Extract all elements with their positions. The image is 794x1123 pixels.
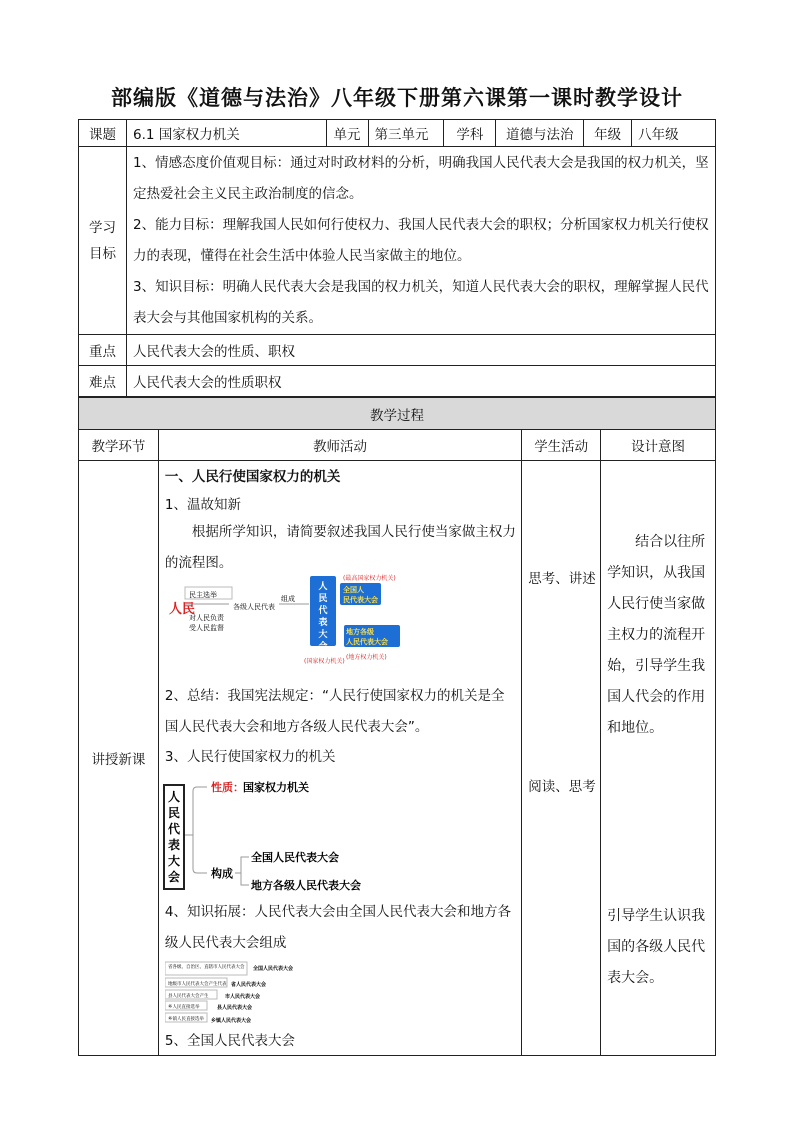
objectives-label: 学习目标 bbox=[79, 147, 127, 335]
diagram-state-tag: (国家权力机关) bbox=[303, 658, 345, 665]
diagram-local: 地方各级人民代表大会 bbox=[345, 628, 388, 646]
composition-branch bbox=[193, 835, 207, 873]
objective-item: 1、情感态度价值观目标：通过对时政材料的分析，明确我国人民代表大会是我国的权力机关，坚定热爱社会主义民主政治制度的信念。 bbox=[132, 154, 709, 202]
student-activity-2: 阅读、思考 bbox=[528, 779, 596, 795]
congress-vertical-text: 人民代表大会 bbox=[318, 582, 328, 652]
process-header: 教学过程 bbox=[79, 398, 716, 430]
objective-item: 2、能力目标：理解我国人民如何行使权力、我国人民代表大会的职权；分析国家权力机关行使权力的表现，懂得在社会生活中体验人民当家做主的地位。 bbox=[132, 216, 709, 264]
column-header: 教学环节 bbox=[79, 430, 159, 461]
student-activity bbox=[522, 461, 601, 1056]
section-title: 一、人民行使国家权力的机关 bbox=[164, 469, 341, 485]
topic-label: 课题 bbox=[79, 120, 127, 147]
nature-label: 性质： bbox=[210, 781, 244, 794]
student-activity-1: 思考、讲述 bbox=[528, 571, 596, 587]
level-right: 乡镇人民代表大会 bbox=[210, 1018, 251, 1024]
unit-label: 单元 bbox=[326, 120, 368, 147]
diagram-highest-tag: (最高国家权力机关) bbox=[342, 575, 396, 582]
composition-split bbox=[235, 857, 249, 885]
step-1-title: 1、温故知新 bbox=[164, 497, 241, 513]
diagram-supervised: 受人民监督 bbox=[188, 624, 224, 632]
column-header: 学生活动 bbox=[522, 430, 601, 461]
teaching-process-table bbox=[78, 397, 716, 1056]
power-flow-diagram bbox=[163, 573, 423, 681]
diagram-people: 人民 bbox=[168, 602, 195, 617]
nature-branch bbox=[185, 787, 207, 835]
nature-value: 国家权力机关 bbox=[242, 781, 309, 794]
lesson-info-table bbox=[78, 119, 716, 397]
design-intent-1: 结合以往所学知识，从我国人民行使当家做主权力的流程开始，引导学生我国人代会的作用和地位。 bbox=[607, 534, 706, 736]
key-point-text: 人民代表大会的性质、职权 bbox=[126, 335, 715, 366]
level-right: 县人民代表大会 bbox=[216, 1005, 252, 1011]
congress-levels-diagram bbox=[165, 961, 315, 1025]
congress-structure-diagram bbox=[163, 777, 383, 897]
difficulty-label: 难点 bbox=[79, 366, 127, 397]
column-header: 设计意图 bbox=[601, 430, 716, 461]
topic-value: 6.1 国家权力机关 bbox=[126, 120, 326, 147]
grade-value: 八年级 bbox=[632, 120, 716, 147]
root-vertical-text: 人民代表大会 bbox=[167, 790, 180, 884]
level-left: 地级市人民代表大会产生代表 bbox=[167, 982, 227, 987]
step-1-text: 根据所学知识，请简要叙述我国人民行使当家做主权力的流程图。 bbox=[164, 524, 516, 571]
step-5-title: 5、全国人民代表大会 bbox=[164, 1033, 295, 1049]
objectives-content bbox=[126, 147, 715, 335]
column-header: 教师活动 bbox=[158, 430, 521, 461]
design-intent bbox=[601, 461, 716, 1056]
unit-value: 第三单元 bbox=[368, 120, 444, 147]
key-point-label: 重点 bbox=[79, 335, 127, 366]
composition-label: 构成 bbox=[210, 867, 233, 880]
diagram-npc: 全国人民代表大会 bbox=[342, 586, 378, 604]
level-right: 全国人民代表大会 bbox=[252, 966, 293, 972]
level-right: 省人民代表大会 bbox=[230, 982, 266, 988]
design-intent-2: 引导学生认识我国的各级人民代表大会。 bbox=[607, 908, 706, 986]
subject-label: 学科 bbox=[444, 120, 496, 147]
comp-npc: 全国人民代表大会 bbox=[250, 851, 339, 864]
grade-label: 年级 bbox=[584, 120, 632, 147]
document-title: 部编版《道德与法治》八年级下册第六课第一课时教学设计 bbox=[111, 85, 683, 110]
diagram-compose: 组成 bbox=[280, 595, 295, 603]
step-4-text: 4、知识拓展：人民代表大会由全国人民代表大会和地方各级人民代表大会组成 bbox=[164, 904, 511, 951]
level-left: 县人民代表大会产生 bbox=[167, 994, 209, 999]
level-left: 乡人民直接选举 bbox=[167, 1005, 200, 1010]
difficulty-text: 人民代表大会的性质职权 bbox=[126, 366, 715, 397]
step-3-title: 3、人民行使国家权力的机关 bbox=[164, 749, 336, 765]
level-left: 乡镇人民直接选举 bbox=[167, 1017, 204, 1022]
subject-value: 道德与法治 bbox=[496, 120, 584, 147]
diagram-reps: 各级人民代表 bbox=[232, 603, 275, 611]
diagram-elect: 民主选举 bbox=[188, 591, 217, 599]
level-left: 省各级、自治区、直辖市人民代表大会 bbox=[167, 965, 245, 970]
level-right: 市人民代表大会 bbox=[224, 994, 260, 1000]
teacher-activity bbox=[158, 461, 521, 1056]
objective-item: 3、知识目标：明确人民代表大会是我国的权力机关，知道人民代表大会的职权，理解掌握人民代表大会与其他国家机构的关系。 bbox=[132, 278, 709, 326]
diagram-local-tag: (地方权力机关) bbox=[345, 654, 387, 661]
diagram-responsible: 对人民负责 bbox=[188, 614, 224, 622]
step-2-text: 2、总结：我国宪法规定：“人民行使国家权力的机关是全国人民代表大会和地方各级人民代表大会”。 bbox=[164, 688, 505, 735]
stage-label: 讲授新课 bbox=[79, 461, 159, 1056]
comp-local: 地方各级人民代表大会 bbox=[250, 879, 361, 892]
